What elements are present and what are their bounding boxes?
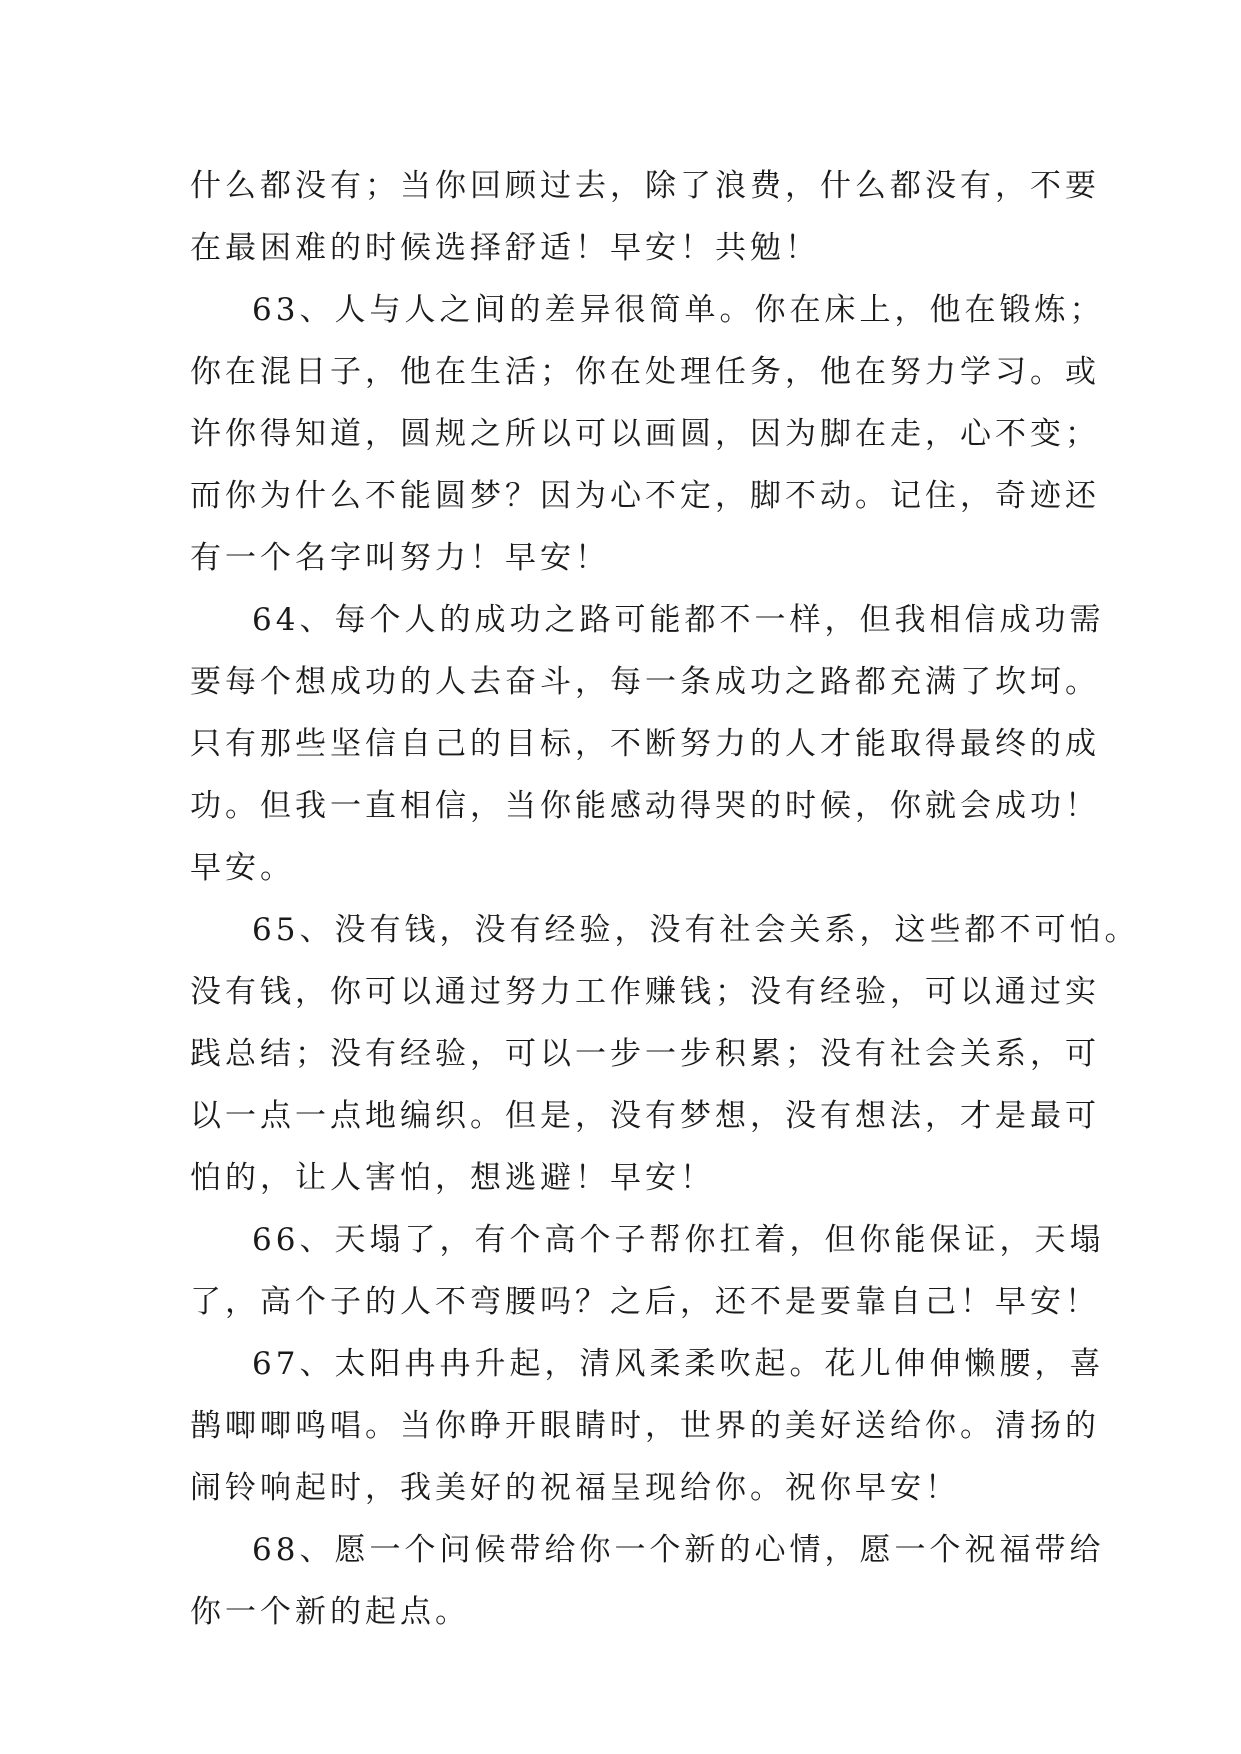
text-line: 闹铃响起时，我美好的祝福呈现给你。祝你早安！: [190, 1470, 960, 1506]
paragraph-63: [190, 279, 1105, 589]
text-line: 有一个名字叫努力！早安！: [190, 540, 610, 576]
text-line: 了，高个子的人不弯腰吗？之后，还不是要靠自己！早安！: [190, 1284, 1100, 1320]
text-line: 践总结；没有经验，可以一步一步积累；没有社会关系，可: [190, 1036, 1100, 1072]
document-body: [190, 155, 1140, 1643]
text-line: 67、太阳冉冉升起，清风柔柔吹起。花儿伸伸懒腰，喜: [252, 1346, 1105, 1382]
paragraph-66: [190, 1209, 1105, 1333]
text-line: 你在混日子，他在生活；你在处理任务，他在努力学习。或: [190, 354, 1100, 390]
paragraph-67: [190, 1333, 1105, 1519]
text-line: 只有那些坚信自己的目标，不断努力的人才能取得最终的成: [190, 726, 1100, 762]
text-line: 早安。: [190, 850, 295, 886]
text-line: 什么都没有；当你回顾过去，除了浪费，什么都没有，不要: [190, 168, 1100, 204]
paragraph-68: [190, 1519, 1105, 1643]
paragraph-64: [190, 589, 1105, 899]
text-line: 功。但我一直相信，当你能感动得哭的时候，你就会成功！: [190, 788, 1100, 824]
text-line: 要每个想成功的人去奋斗，每一条成功之路都充满了坎坷。: [190, 664, 1100, 700]
text-line: 以一点一点地编织。但是，没有梦想，没有想法，才是最可: [190, 1098, 1100, 1134]
paragraph-continuation: [190, 155, 1100, 279]
text-line: 怕的，让人害怕，想逃避！早安！: [190, 1160, 715, 1196]
text-line: 没有钱，你可以通过努力工作赚钱；没有经验，可以通过实: [190, 974, 1100, 1010]
text-line: 65、没有钱，没有经验，没有社会关系，这些都不可怕。: [252, 912, 1140, 948]
text-line: 63、人与人之间的差异很简单。你在床上，他在锻炼；: [252, 292, 1105, 328]
text-line: 64、每个人的成功之路可能都不一样，但我相信成功需: [252, 602, 1105, 638]
text-line: 许你得知道，圆规之所以可以画圆，因为脚在走，心不变；: [190, 416, 1100, 452]
text-line: 在最困难的时候选择舒适！早安！共勉！: [190, 230, 820, 266]
paragraph-65: [190, 899, 1140, 1209]
text-line: 68、愿一个问候带给你一个新的心情，愿一个祝福带给: [252, 1532, 1105, 1568]
text-line: 而你为什么不能圆梦？因为心不定，脚不动。记住，奇迹还: [190, 478, 1100, 514]
text-line: 鹊唧唧鸣唱。当你睁开眼睛时，世界的美好送给你。清扬的: [190, 1408, 1100, 1444]
text-line: 你一个新的起点。: [190, 1594, 470, 1630]
text-line: 66、天塌了，有个高个子帮你扛着，但你能保证，天塌: [252, 1222, 1105, 1258]
